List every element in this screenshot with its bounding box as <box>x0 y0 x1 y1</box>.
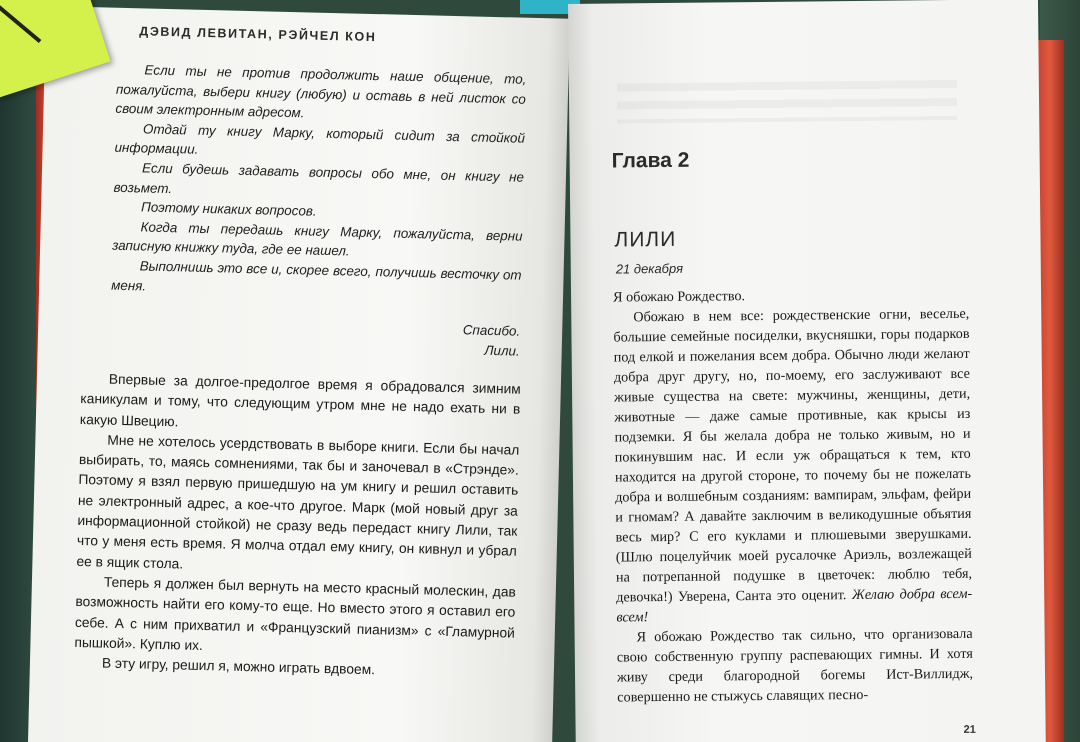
right-paragraph-text: Я обожаю Рождество так сильно, что организовала свою собственную группу распевающих гимны. И хотя живу среди благородной богемы Ист-Виллидж, совершенно не стыжусь славящих песно- <box>616 625 974 706</box>
right-body-text <box>613 284 973 708</box>
signature-name: Лили. <box>484 342 520 359</box>
letter-paragraph-text: Если ты не против продолжить наше общение, то, пожалуйста, выбери книгу (любую) и оставь в ней листок со своим электронным адресом. <box>115 62 527 121</box>
left-page <box>27 6 569 742</box>
left-paragraph-text: Теперь я должен был вернуть на место красный молескин, дав возможность найти его кому-то еще. Но вместо этого я оставил его себе. А с ним прихватил и «Французский пианизм» с «Гламурной пышкой». Куплю их. <box>74 574 517 653</box>
left-paragraph-text: Мне не хотелось усердствовать в выборе книги. Если бы начал выбирать, то, маясь сомнениями, так бы и заночевал в «Стрэнде». Поэтому я взял первую пришедшую на ум книгу и решил оставить не электронный адрес, а кое-что другое. Марк (мой новый друг за информационной стойкой) не сразу ведь передаст книгу Лили, так что у меня есть время. Я молча отдал ему книгу, он кивнул и убрал ее в ящик стола. <box>76 432 520 572</box>
right-paragraph-text: Обожаю в нем все: рождественские огни, веселье, большие семейные посиделки, вкусняшки, горы подарков под елкой и пожелания всем добра. Обычно люди желают добра друг другу, но, по-моему, его заслуживают все живые существа на свете: мужчины, женщины, дети, животные — даже самые противные, как крысы из подземки. Я бы желала добра не только живым, но и покинувшим нас. И если уж обращаться к тем, кто находится на другой стороне, то почему бы не пожелать добра и волшебным созданиям: вампирам, эльфам, фейри и гномам? А давайте заключим в великодушные объятия весь мир? С его куклами и плюшевыми зверушками. (Шлю поцелуйчик моей русалочке Ариэль, возлежащей на потрепанной подушке в цветочек: люблю тебя, девочка!) Уверена, Санта это оценит. <box>613 305 973 606</box>
chapter-date: 21 декабря <box>615 260 684 277</box>
left-body-text <box>74 369 521 684</box>
right-paragraph <box>617 624 974 708</box>
show-through-text <box>617 80 957 124</box>
left-paragraph-text: Впервые за долгое-предолгое время я обрадовался зимним каникулам и тому, что следующим утром мне не надо ехать ни в какую Швецию. <box>79 371 521 429</box>
running-head: ДЭВИД ЛЕВИТАН, РЭЙЧЕЛ КОН <box>139 24 377 45</box>
right-paragraph <box>613 304 972 628</box>
letter-signature <box>110 312 521 361</box>
left-paragraph-text: В эту игру, решил я, можно играть вдвоем. <box>101 655 376 678</box>
right-page <box>568 0 1046 742</box>
signature-thanks: Спасибо. <box>462 322 521 339</box>
sticky-note-band <box>0 0 41 43</box>
right-paragraph-text: Я обожаю Рождество. <box>612 288 746 306</box>
right-paragraph-emphasis: Желаю добра всем-всем! <box>616 585 973 626</box>
page-number: 21 <box>963 723 976 736</box>
left-paragraph <box>74 572 516 664</box>
chapter-name: ЛИЛИ <box>614 227 677 252</box>
letter-paragraph <box>115 60 526 129</box>
letter-paragraph-text: Когда ты передашь книгу Марку, пожалуйста, верни записную книжку туда, где ее нашел. <box>111 219 523 259</box>
letter-block <box>111 60 527 305</box>
letter-paragraph-text: Если будешь задавать вопросы обо мне, он книгу не возьмет. <box>113 160 525 196</box>
letter-paragraph-text: Отдай ту книгу Марку, который сидит за стойкой информации. <box>114 121 526 158</box>
letter-paragraph-text: Поэтому никаких вопросов. <box>140 199 317 219</box>
left-paragraph <box>80 369 521 441</box>
letter-paragraph-text: Выполнишь это все и, скорее всего, получишь весточку от меня. <box>111 258 522 294</box>
left-paragraph <box>76 430 519 583</box>
chapter-label: Глава 2 <box>611 148 690 173</box>
